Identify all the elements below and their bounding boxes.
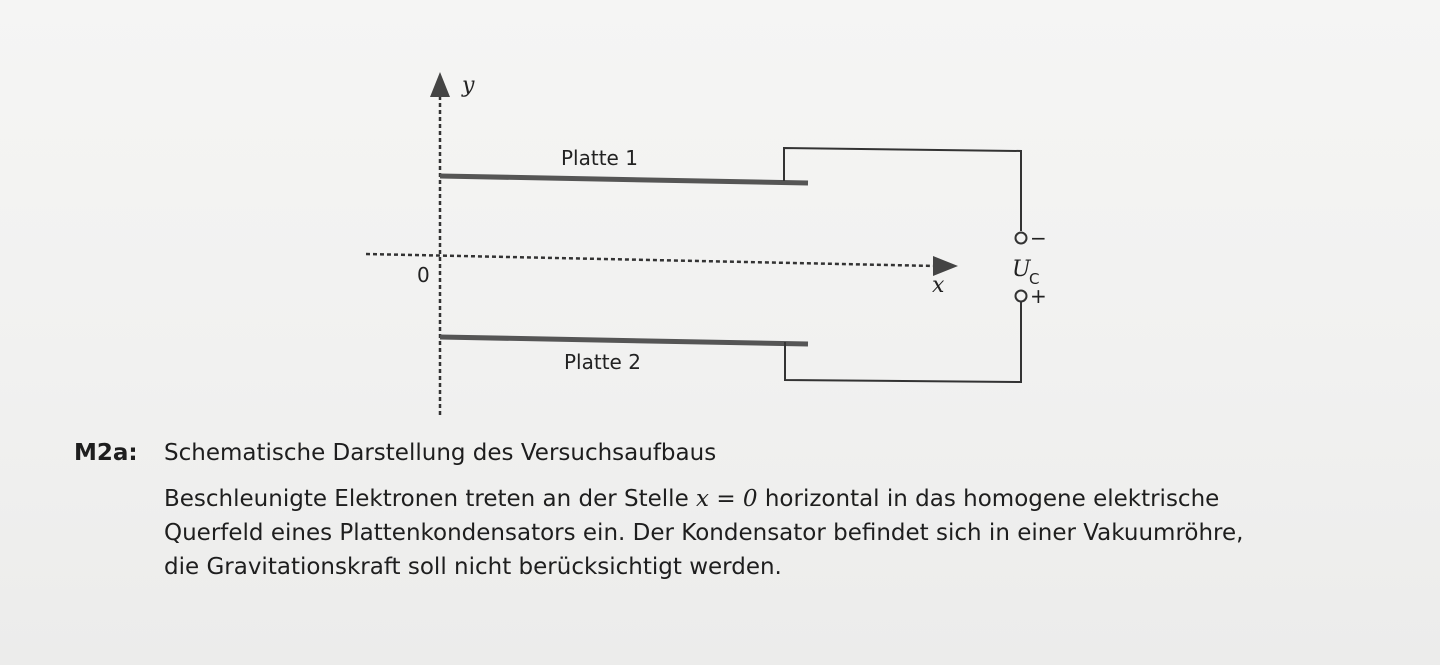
caption-body-line-2: Querfeld eines Plattenkondensators ein. Der Kondensator befindet sich in einer Vakuumröhre,	[164, 520, 1244, 546]
wire-to-plus-terminal	[785, 302, 1021, 382]
y-axis-arrowhead	[430, 72, 450, 97]
caption-label: M2a:	[74, 440, 138, 466]
x-axis-line	[366, 254, 936, 266]
plus-terminal	[1016, 291, 1027, 302]
caption-body-math: x = 0	[696, 486, 758, 512]
plate-2-label: Platte 2	[564, 350, 641, 374]
caption-header	[74, 436, 1394, 470]
plus-sign: +	[1030, 284, 1047, 308]
caption-title: Schematische Darstellung des Versuchsaufbaus	[164, 440, 717, 466]
figure-caption	[74, 436, 1394, 584]
plate-2	[440, 337, 808, 344]
voltage-label: U	[1012, 257, 1031, 282]
caption-body-line-3: die Gravitationskraft soll nicht berücksichtigt werden.	[164, 554, 782, 580]
caption-body-line-1-pre: Beschleunigte Elektronen treten an der Stelle	[164, 486, 697, 512]
minus-sign: −	[1030, 226, 1047, 250]
voltage-subscript: C	[1029, 270, 1040, 288]
caption-body-line-1-post: horizontal in das homogene elektrische	[757, 486, 1220, 512]
y-axis-label: y	[462, 73, 475, 98]
plate-1	[440, 176, 808, 183]
x-axis-label: x	[932, 273, 945, 298]
wire-to-minus-terminal	[784, 148, 1021, 231]
minus-terminal	[1016, 233, 1027, 244]
origin-label: 0	[417, 263, 430, 287]
plate-1-label: Platte 1	[561, 146, 638, 170]
caption-body-line-1	[164, 482, 1394, 516]
caption-body	[164, 482, 1394, 584]
